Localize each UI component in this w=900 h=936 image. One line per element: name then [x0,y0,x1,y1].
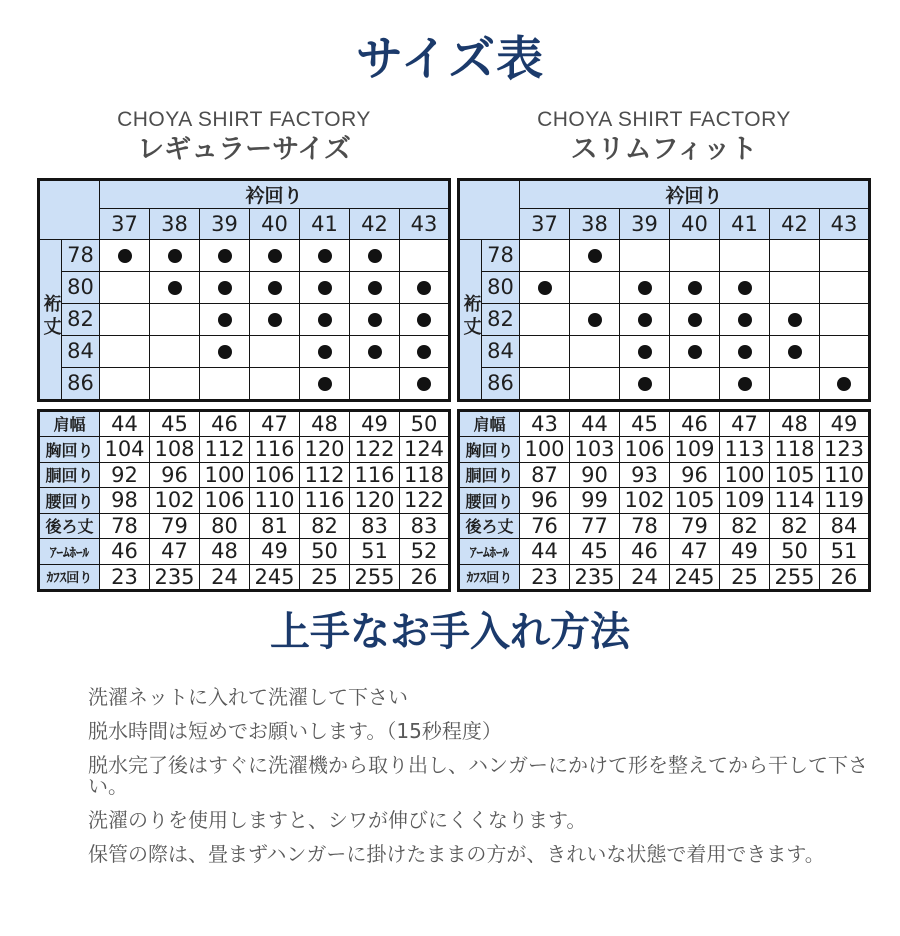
collar-size-41: 41 [720,208,770,239]
measure-value: 235 [150,564,200,591]
measure-value: 102 [620,488,670,514]
collar-size-37: 37 [100,208,150,239]
availability-dot-icon [318,313,332,327]
availability-cell-80-42 [350,271,400,303]
measure-label: 肩幅 [39,410,100,437]
measure-label: 後ろ丈 [39,513,100,539]
measure-value: 82 [770,513,820,539]
availability-dot-icon [417,313,431,327]
measure-value: 79 [150,513,200,539]
measure-value: 51 [350,539,400,565]
measure-value: 51 [820,539,870,565]
measure-value: 98 [100,488,150,514]
collar-size-43: 43 [820,208,870,239]
measure-value: 106 [250,462,300,488]
availability-cell-78-39 [620,239,670,271]
availability-cell-78-39 [200,239,250,271]
availability-cell-84-37 [520,335,570,367]
availability-cell-82-39 [620,303,670,335]
availability-dot-icon [318,249,332,263]
availability-dot-icon [218,249,232,263]
measure-value: 45 [150,410,200,437]
measure-label: 後ろ丈 [459,513,520,539]
measure-value: 110 [820,462,870,488]
measure-value: 100 [520,437,570,463]
care-line: 洗濯のりを使用しますと、シワが伸びにくくなります。 [88,808,587,833]
care-line: 脱水完了後はすぐに洗濯機から取り出し、ハンガーにかけて形を整えてから干して下さい。 [88,753,868,799]
availability-dot-icon [318,377,332,391]
availability-cell-80-39 [620,271,670,303]
table-row [39,539,450,565]
measure-label: 胸回り [39,437,100,463]
availability-cell-84-42 [770,335,820,367]
measure-value: 116 [250,437,300,463]
sleeve-size-80: 80 [62,271,100,303]
measure-value: 106 [200,488,250,514]
availability-dot-icon [738,313,752,327]
care-line: 脱水時間は短めでお願いします。（15秒程度） [88,719,502,744]
matrix-corner-cell [459,179,520,239]
size-matrix-table [457,178,871,402]
measure-value: 25 [720,564,770,591]
measure-label: 腰回り [39,488,100,514]
measure-value: 47 [670,539,720,565]
measure-value: 120 [350,488,400,514]
availability-dot-icon [588,249,602,263]
measure-value: 26 [400,564,450,591]
availability-cell-86-38 [570,367,620,400]
measure-label: ｶﾌｽ回り [459,564,520,591]
availability-dot-icon [688,313,702,327]
measure-value: 78 [620,513,670,539]
measure-value: 109 [720,488,770,514]
care-line: 保管の際は、畳まずハンガーに掛けたままの方が、きれいな状態で着用できます。 [88,842,825,867]
availability-cell-80-42 [770,271,820,303]
brand-name: CHOYA SHIRT FACTORY [117,108,371,131]
measure-value: 45 [620,410,670,437]
measure-value: 109 [670,437,720,463]
availability-cell-82-42 [770,303,820,335]
collar-size-42: 42 [770,208,820,239]
measure-value: 120 [300,437,350,463]
measure-value: 105 [770,462,820,488]
measure-value: 23 [100,564,150,591]
measure-label: 胴回り [459,462,520,488]
measure-value: 119 [820,488,870,514]
measure-value: 46 [670,410,720,437]
measure-value: 96 [520,488,570,514]
availability-dot-icon [538,281,552,295]
measure-value: 118 [400,462,450,488]
availability-cell-84-43 [400,335,450,367]
table-row [459,437,870,463]
availability-dot-icon [318,281,332,295]
measure-value: 47 [720,410,770,437]
brand-name: CHOYA SHIRT FACTORY [537,108,791,131]
availability-cell-86-41 [300,367,350,400]
measure-value: 112 [200,437,250,463]
measure-label: ｱｰﾑﾎｰﾙ [39,539,100,565]
availability-cell-86-38 [150,367,200,400]
measure-value: 44 [100,410,150,437]
availability-cell-82-40 [250,303,300,335]
availability-cell-84-40 [250,335,300,367]
availability-cell-84-42 [350,335,400,367]
collar-size-40: 40 [670,208,720,239]
measure-value: 100 [200,462,250,488]
sleeve-length-header: 裄丈 [39,239,62,400]
availability-cell-86-43 [820,367,870,400]
availability-dot-icon [638,345,652,359]
sleeve-length-header: 裄丈 [459,239,482,400]
measure-value: 23 [520,564,570,591]
measure-value: 114 [770,488,820,514]
availability-dot-icon [837,377,851,391]
availability-cell-84-37 [100,335,150,367]
measure-value: 76 [520,513,570,539]
measure-value: 113 [720,437,770,463]
measure-value: 245 [250,564,300,591]
availability-cell-82-38 [570,303,620,335]
measure-value: 24 [620,564,670,591]
measure-value: 124 [400,437,450,463]
availability-cell-80-37 [100,271,150,303]
availability-cell-78-40 [250,239,300,271]
measure-value: 46 [100,539,150,565]
table-row [459,410,870,437]
measure-value: 50 [770,539,820,565]
availability-cell-86-43 [400,367,450,400]
table-row [39,437,450,463]
availability-cell-80-38 [150,271,200,303]
sleeve-size-80: 80 [482,271,520,303]
measure-value: 79 [670,513,720,539]
slim-subtitle [457,107,871,167]
availability-cell-82-37 [100,303,150,335]
measure-label: ｶﾌｽ回り [39,564,100,591]
measure-value: 93 [620,462,670,488]
sleeve-size-84: 84 [62,335,100,367]
availability-cell-82-39 [200,303,250,335]
availability-cell-78-40 [670,239,720,271]
sleeve-size-78: 78 [62,239,100,271]
table-row [459,488,870,514]
availability-dot-icon [588,313,602,327]
regular-subtitle [37,107,451,167]
measure-value: 49 [350,410,400,437]
collar-size-header: 衿回り [100,179,450,208]
collar-size-header: 衿回り [520,179,870,208]
availability-cell-84-41 [300,335,350,367]
measure-value: 110 [250,488,300,514]
availability-cell-82-43 [820,303,870,335]
availability-cell-86-39 [620,367,670,400]
table-row [459,462,870,488]
regular-size-table-group [37,107,451,592]
measure-value: 49 [250,539,300,565]
availability-cell-84-43 [820,335,870,367]
availability-cell-78-37 [100,239,150,271]
measure-value: 49 [820,410,870,437]
sleeve-size-84: 84 [482,335,520,367]
availability-dot-icon [318,345,332,359]
availability-dot-icon [417,281,431,295]
table-row [39,488,450,514]
availability-dot-icon [218,281,232,295]
availability-cell-78-37 [520,239,570,271]
table-row [459,513,870,539]
measure-value: 46 [620,539,670,565]
collar-size-38: 38 [150,208,200,239]
slim-fit-table-group [457,107,871,592]
table-row [39,410,450,437]
page-title: サイズ表 [355,32,545,87]
availability-cell-82-41 [720,303,770,335]
availability-cell-86-42 [350,367,400,400]
availability-dot-icon [688,345,702,359]
sleeve-size-82: 82 [482,303,520,335]
measure-value: 48 [770,410,820,437]
measure-value: 24 [200,564,250,591]
matrix-corner-cell [39,179,100,239]
availability-cell-86-37 [100,367,150,400]
fit-type-name: レギュラーサイズ [137,134,351,166]
availability-cell-84-38 [570,335,620,367]
measure-value: 104 [100,437,150,463]
size-tables-section [0,107,900,592]
measure-value: 100 [720,462,770,488]
availability-cell-84-38 [150,335,200,367]
measure-value: 26 [820,564,870,591]
measure-label: 胸回り [459,437,520,463]
availability-cell-78-41 [300,239,350,271]
measure-value: 90 [570,462,620,488]
availability-cell-80-43 [400,271,450,303]
table-row [459,539,870,565]
measure-label: ｱｰﾑﾎｰﾙ [459,539,520,565]
measure-value: 48 [300,410,350,437]
availability-dot-icon [168,249,182,263]
measure-value: 87 [520,462,570,488]
availability-cell-78-43 [400,239,450,271]
measure-value: 78 [100,513,150,539]
availability-dot-icon [417,377,431,391]
availability-cell-84-41 [720,335,770,367]
availability-dot-icon [218,345,232,359]
measure-value: 80 [200,513,250,539]
measure-label: 胴回り [39,462,100,488]
measure-value: 83 [400,513,450,539]
availability-cell-78-38 [150,239,200,271]
collar-size-39: 39 [620,208,670,239]
measure-value: 44 [570,410,620,437]
availability-cell-86-42 [770,367,820,400]
availability-dot-icon [118,249,132,263]
availability-cell-82-41 [300,303,350,335]
measure-value: 92 [100,462,150,488]
measure-value: 82 [720,513,770,539]
collar-size-43: 43 [400,208,450,239]
table-row [39,564,450,591]
availability-dot-icon [218,313,232,327]
availability-cell-86-40 [250,367,300,400]
availability-cell-78-41 [720,239,770,271]
measure-value: 112 [300,462,350,488]
availability-dot-icon [638,377,652,391]
availability-cell-78-42 [770,239,820,271]
availability-dot-icon [268,281,282,295]
measure-value: 122 [400,488,450,514]
availability-cell-80-40 [670,271,720,303]
availability-cell-80-37 [520,271,570,303]
availability-cell-78-43 [820,239,870,271]
measure-value: 25 [300,564,350,591]
fit-type-name: スリムフィット [570,134,758,166]
measure-value: 45 [570,539,620,565]
availability-dot-icon [368,345,382,359]
collar-size-39: 39 [200,208,250,239]
measure-value: 106 [620,437,670,463]
availability-dot-icon [417,345,431,359]
availability-cell-82-40 [670,303,720,335]
measure-value: 123 [820,437,870,463]
availability-cell-80-41 [720,271,770,303]
availability-cell-80-40 [250,271,300,303]
availability-cell-80-38 [570,271,620,303]
availability-cell-84-39 [620,335,670,367]
collar-size-38: 38 [570,208,620,239]
care-instructions [88,687,870,865]
availability-dot-icon [268,249,282,263]
availability-dot-icon [268,313,282,327]
measure-value: 102 [150,488,200,514]
measure-value: 47 [250,410,300,437]
measure-value: 47 [150,539,200,565]
measure-value: 49 [720,539,770,565]
availability-dot-icon [638,313,652,327]
availability-cell-86-41 [720,367,770,400]
care-line: 洗濯ネットに入れて洗濯して下さい [88,685,408,710]
collar-size-37: 37 [520,208,570,239]
care-title: 上手なお手入れ方法 [270,609,630,656]
measure-value: 46 [200,410,250,437]
sleeve-size-86: 86 [482,367,520,400]
measure-value: 255 [350,564,400,591]
measure-value: 52 [400,539,450,565]
measure-value: 108 [150,437,200,463]
availability-cell-82-42 [350,303,400,335]
measure-value: 235 [570,564,620,591]
measure-value: 118 [770,437,820,463]
availability-dot-icon [688,281,702,295]
sleeve-size-82: 82 [62,303,100,335]
collar-size-42: 42 [350,208,400,239]
measure-value: 77 [570,513,620,539]
measurements-table [457,409,871,593]
availability-dot-icon [368,281,382,295]
measure-value: 116 [300,488,350,514]
availability-cell-84-39 [200,335,250,367]
table-row [39,462,450,488]
measure-label: 肩幅 [459,410,520,437]
availability-dot-icon [368,313,382,327]
table-row [459,564,870,591]
size-matrix-table [37,178,451,402]
measure-label: 腰回り [459,488,520,514]
sleeve-size-78: 78 [482,239,520,271]
measure-value: 44 [520,539,570,565]
measure-value: 84 [820,513,870,539]
measure-value: 50 [400,410,450,437]
measure-value: 48 [200,539,250,565]
measure-value: 105 [670,488,720,514]
availability-cell-82-38 [150,303,200,335]
collar-size-41: 41 [300,208,350,239]
measure-value: 82 [300,513,350,539]
measure-value: 122 [350,437,400,463]
availability-cell-84-40 [670,335,720,367]
measure-value: 116 [350,462,400,488]
measure-value: 255 [770,564,820,591]
sleeve-size-86: 86 [62,367,100,400]
availability-cell-80-41 [300,271,350,303]
collar-size-40: 40 [250,208,300,239]
availability-cell-78-42 [350,239,400,271]
availability-cell-80-39 [200,271,250,303]
availability-dot-icon [368,249,382,263]
availability-dot-icon [788,313,802,327]
measure-value: 96 [150,462,200,488]
availability-dot-icon [738,281,752,295]
availability-dot-icon [168,281,182,295]
measure-value: 245 [670,564,720,591]
measurements-table [37,409,451,593]
availability-cell-86-37 [520,367,570,400]
availability-dot-icon [788,345,802,359]
availability-cell-82-43 [400,303,450,335]
availability-cell-80-43 [820,271,870,303]
measure-value: 103 [570,437,620,463]
measure-value: 83 [350,513,400,539]
measure-value: 50 [300,539,350,565]
availability-dot-icon [738,377,752,391]
measure-value: 43 [520,410,570,437]
availability-dot-icon [638,281,652,295]
measure-value: 81 [250,513,300,539]
availability-cell-86-39 [200,367,250,400]
availability-cell-82-37 [520,303,570,335]
availability-cell-86-40 [670,367,720,400]
measure-value: 96 [670,462,720,488]
availability-cell-78-38 [570,239,620,271]
table-row [39,513,450,539]
availability-dot-icon [738,345,752,359]
measure-value: 99 [570,488,620,514]
